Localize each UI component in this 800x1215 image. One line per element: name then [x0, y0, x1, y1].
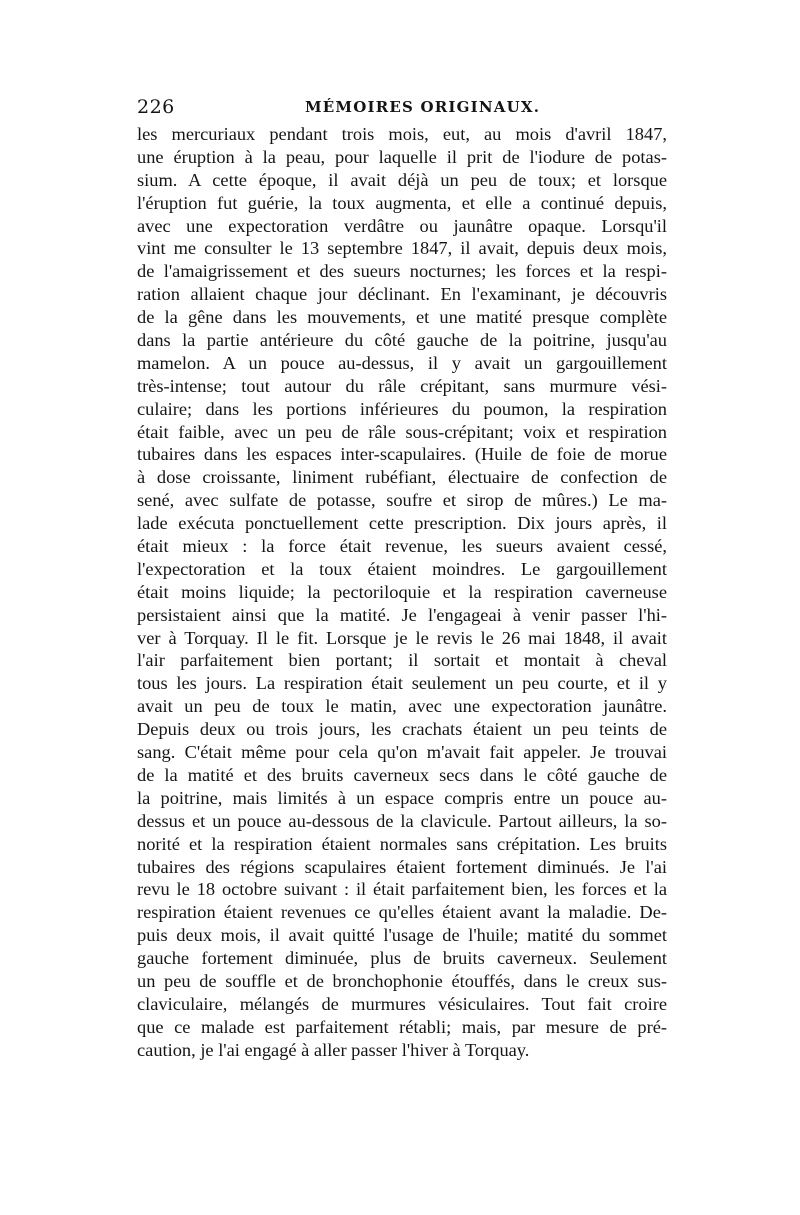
text-line: sang. C'était même pour cela qu'on m'avait fait appeler. Je trouvai	[137, 742, 667, 763]
text-line: lade exécuta ponctuellement cette prescription. Dix jours après, il	[137, 513, 667, 534]
text-line: un peu de souffle et de bronchophonie étouffés, dans le creux sus-	[137, 970, 667, 991]
text-line: norité et la respiration étaient normales sans crépitation. Les bruits	[137, 833, 667, 854]
text-line: dans la partie antérieure du côté gauche de la poitrine, jusqu'au	[137, 330, 667, 351]
text-line: l'expectoration et la toux étaient moindres. Le gargouillement	[137, 558, 667, 579]
page-number: 226	[137, 96, 175, 118]
text-line: caution, je l'ai engagé à aller passer l'hiver à Torquay.	[137, 1039, 530, 1060]
text-line: la poitrine, mais limités à un espace compris entre un pouce au-	[137, 787, 667, 808]
text-line: claviculaire, mélangés de murmures vésiculaires. Tout fait croire	[137, 993, 667, 1014]
text-line: que ce malade est parfaitement rétabli; mais, par mesure de pré-	[137, 1016, 667, 1037]
text-line: persistaient ainsi que la matité. Je l'engageai à venir passer l'hi-	[137, 604, 667, 625]
running-head: MÉMOIRES ORIGINAUX.	[305, 98, 541, 116]
text-line: de la matité et des bruits caverneux secs dans le côté gauche de	[137, 764, 667, 785]
text-line: gauche fortement diminuée, plus de bruits caverneux. Seulement	[137, 948, 667, 969]
text-line: très-intense; tout autour du râle crépitant, sans murmure vési-	[137, 375, 667, 396]
text-line: tubaires des régions scapulaires étaient fortement diminués. Je l'ai	[137, 856, 667, 877]
text-line: était moins liquide; la pectoriloquie et la respiration caverneuse	[137, 581, 667, 602]
text-line: dessus et un pouce au-dessous de la clavicule. Partout ailleurs, la so-	[137, 810, 667, 831]
text-line: à dose croissante, liniment rubéfiant, électuaire de confection de	[137, 467, 667, 488]
text-line: était mieux : la force était revenue, les sueurs avaient cessé,	[137, 536, 667, 557]
text-line: vint me consulter le 13 septembre 1847, il avait, depuis deux mois,	[137, 238, 667, 259]
text-line: une éruption à la peau, pour laquelle il prit de l'iodure de potas-	[137, 146, 667, 167]
text-line: était faible, avec un peu de râle sous-crépitant; voix et respiration	[137, 421, 667, 442]
text-line: ver à Torquay. Il le fit. Lorsque je le revis le 26 mai 1848, il avait	[137, 627, 667, 648]
text-line: tubaires dans les espaces inter-scapulaires. (Huile de foie de morue	[137, 444, 667, 465]
text-line: sené, avec sulfate de potasse, soufre et sirop de mûres.) Le ma-	[137, 490, 667, 511]
text-line: puis deux mois, il avait quitté l'usage de l'huile; matité du sommet	[137, 925, 667, 946]
text-line: de l'amaigrissement et des sueurs nocturnes; les forces et la respi-	[137, 261, 667, 282]
text-line: l'éruption fut guérie, la toux augmenta, et elle a continué depuis,	[137, 192, 667, 213]
text-line: de la gêne dans les mouvements, et une matité presque complète	[137, 307, 667, 328]
text-line: mamelon. A un pouce au-dessus, il y avait un gargouillement	[137, 352, 667, 373]
body-text	[137, 123, 667, 1062]
text-line: respiration étaient revenues ce qu'elles étaient avant la maladie. De-	[137, 902, 667, 923]
text-line: tous les jours. La respiration était seulement un peu courte, et il y	[137, 673, 667, 694]
text-line: culaire; dans les portions inférieures du poumon, la respiration	[137, 398, 667, 419]
text-line: avait un peu de toux le matin, avec une expectoration jaunâtre.	[137, 696, 667, 717]
text-line: sium. A cette époque, il avait déjà un peu de toux; et lorsque	[137, 169, 667, 190]
text-line: Depuis deux ou trois jours, les crachats étaient un peu teints de	[137, 719, 667, 740]
text-line: l'air parfaitement bien portant; il sortait et montait à cheval	[137, 650, 667, 671]
text-line: ration allaient chaque jour déclinant. En l'examinant, je découvris	[137, 284, 667, 305]
text-line: les mercuriaux pendant trois mois, eut, au mois d'avril 1847,	[137, 124, 667, 144]
text-line: revu le 18 octobre suivant : il était parfaitement bien, les forces et la	[137, 879, 667, 900]
text-line: avec une expectoration verdâtre ou jaunâtre opaque. Lorsqu'il	[137, 215, 667, 236]
page-header	[137, 96, 667, 122]
